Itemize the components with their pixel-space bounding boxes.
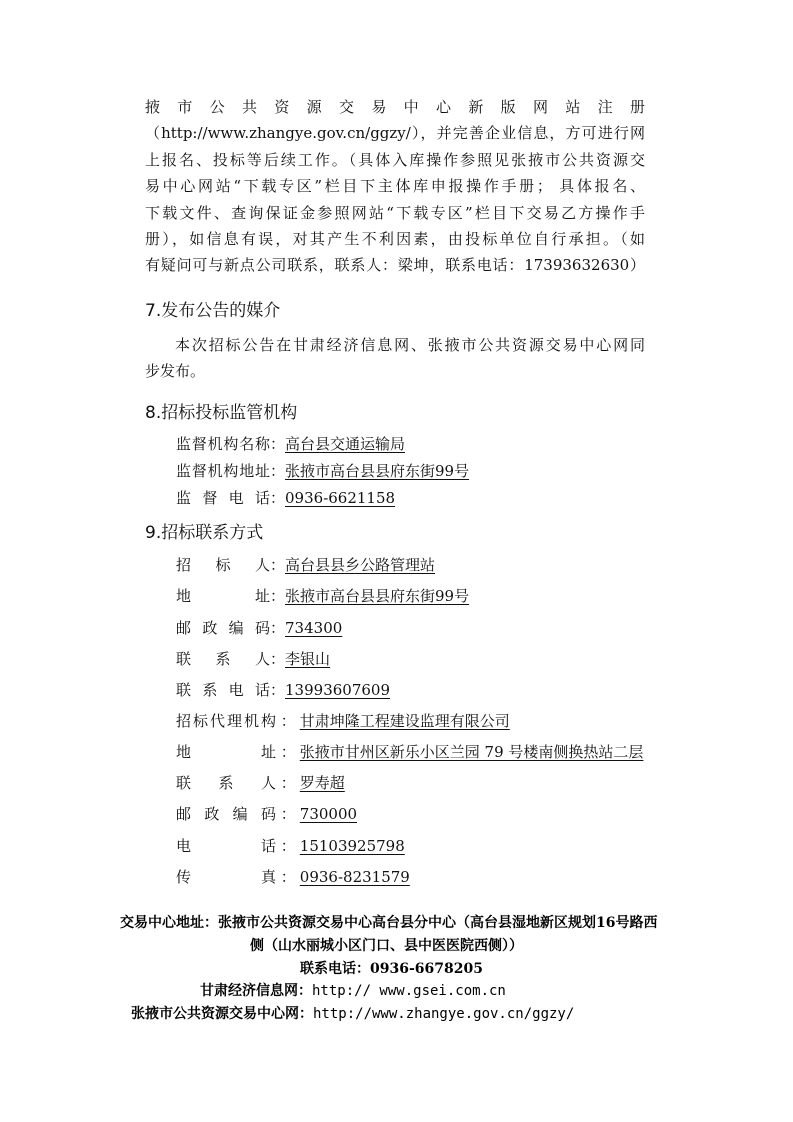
field-value: 730000 bbox=[299, 805, 358, 823]
footer-address-line-1: 交易中心地址：张掖市公共资源交易中心高台县分中心（高台县湿地新区规划16号路西 bbox=[120, 915, 658, 931]
section-9-heading: 9.招标联系方式 bbox=[145, 523, 264, 543]
tenderer-address-row bbox=[176, 585, 469, 607]
field-label: 监督电话 bbox=[176, 489, 270, 507]
field-label: 监督机构名称 bbox=[176, 435, 270, 453]
field-colon: ： bbox=[276, 743, 296, 761]
supervisor-phone-row bbox=[176, 487, 395, 509]
tenderer-row bbox=[176, 554, 435, 576]
footer-address-line-2: 侧（山水丽城小区门口、县中医医院西侧）） bbox=[250, 938, 523, 954]
field-colon: ： bbox=[270, 650, 286, 668]
field-value: 0936-8231579 bbox=[299, 868, 410, 886]
intro-line: 掖市公共资源交易中心新版网站注册 bbox=[145, 98, 645, 116]
field-label: 招标代理机构 bbox=[176, 712, 276, 730]
agency-phone-row bbox=[176, 835, 405, 857]
tenderer-phone-row bbox=[176, 679, 390, 701]
zhangye-label: 张掖市公共资源交易中心网： bbox=[131, 1006, 313, 1022]
agency-contact-row bbox=[176, 772, 345, 794]
intro-paragraph bbox=[145, 94, 645, 279]
field-colon: ： bbox=[270, 462, 286, 480]
field-label: 监督机构地址 bbox=[176, 462, 270, 480]
supervisor-address-row bbox=[176, 460, 469, 482]
field-value: 甘肃坤隆工程建设监理有限公司 bbox=[299, 712, 510, 730]
intro-line: 有疑问可与新点公司联系，联系人：梁坤，联系电话：17393632630） bbox=[145, 256, 645, 275]
intro-line: 易中心网站“下载专区”栏目下主体库申报操作手册； 具体报名、 bbox=[145, 177, 645, 196]
field-value: 高台县县乡公路管理站 bbox=[285, 556, 436, 574]
intro-line: 册），如信息有误，对其产生不利因素，由投标单位自行承担。（如 bbox=[145, 229, 645, 248]
field-value: 0936-6621158 bbox=[285, 489, 396, 507]
field-label: 地址 bbox=[176, 743, 276, 761]
field-colon: ： bbox=[270, 619, 286, 637]
supervisor-name-row bbox=[176, 433, 405, 455]
field-label: 招标人 bbox=[176, 556, 270, 574]
field-label: 联系电话 bbox=[176, 681, 270, 699]
field-colon: ： bbox=[276, 805, 296, 823]
field-label: 电话 bbox=[176, 837, 276, 855]
field-label: 联系人 bbox=[176, 774, 276, 792]
field-value: 张掖市高台县县府东街99号 bbox=[285, 462, 470, 480]
field-value: 罗寿超 bbox=[299, 774, 345, 792]
gsei-link[interactable]: http:// www.gsei.com.cn bbox=[312, 983, 506, 999]
footer-phone: 联系电话：0936-6678205 bbox=[300, 961, 483, 977]
field-label: 地址 bbox=[176, 587, 270, 605]
agency-row bbox=[176, 710, 510, 732]
field-label: 邮政编码 bbox=[176, 619, 270, 637]
field-colon: ： bbox=[276, 712, 296, 730]
zhangye-link[interactable]: http://www.zhangye.gov.cn/ggzy/ bbox=[313, 1006, 575, 1022]
tenderer-contact-row bbox=[176, 648, 330, 670]
agency-postcode-row bbox=[176, 803, 357, 825]
field-value: 15103925798 bbox=[299, 837, 405, 855]
field-colon: ： bbox=[276, 837, 296, 855]
field-value: 张掖市高台县县府东街99号 bbox=[285, 587, 470, 605]
intro-line: （http://www.zhangye.gov.cn/ggzy/），并完善企业信息，方可进行网 bbox=[145, 124, 645, 143]
field-label: 联系人 bbox=[176, 650, 270, 668]
field-colon: ： bbox=[270, 489, 286, 507]
intro-line: 上报名、投标等后续工作。（具体入库操作参照见张掖市公共资源交 bbox=[145, 150, 645, 169]
field-colon: ： bbox=[270, 587, 286, 605]
field-colon: ： bbox=[270, 435, 286, 453]
field-colon: ： bbox=[270, 681, 286, 699]
section-8-heading: 8.招标投标监管机构 bbox=[145, 403, 298, 423]
footer-gsei bbox=[200, 980, 506, 1000]
field-label: 邮政编码 bbox=[176, 805, 276, 823]
gsei-label: 甘肃经济信息网： bbox=[200, 983, 312, 999]
section-7-line: 本次招标公告在甘肃经济信息网、张掖市公共资源交易中心网同 bbox=[175, 336, 645, 354]
section-7-heading: 7.发布公告的媒介 bbox=[145, 301, 281, 321]
field-colon: ： bbox=[276, 868, 296, 886]
footer-zhangye bbox=[131, 1003, 574, 1023]
section-7-paragraph bbox=[145, 332, 645, 385]
agency-fax-row bbox=[176, 866, 410, 888]
field-colon: ： bbox=[276, 774, 296, 792]
field-value: 张掖市甘州区新乐小区兰园 79 号楼南侧换热站二层 bbox=[299, 743, 644, 761]
field-value: 高台县交通运输局 bbox=[285, 435, 406, 453]
agency-address-row bbox=[176, 741, 643, 763]
section-7-line: 步发布。 bbox=[145, 362, 206, 381]
tenderer-postcode-row bbox=[176, 617, 342, 639]
field-value: 734300 bbox=[285, 619, 343, 637]
field-value: 李银山 bbox=[285, 650, 331, 668]
field-value: 13993607609 bbox=[285, 681, 390, 699]
field-colon: ： bbox=[270, 556, 286, 574]
intro-line: 下载文件、查询保证金参照网站“下载专区”栏目下交易乙方操作手 bbox=[145, 203, 645, 222]
field-label: 传真 bbox=[176, 868, 276, 886]
